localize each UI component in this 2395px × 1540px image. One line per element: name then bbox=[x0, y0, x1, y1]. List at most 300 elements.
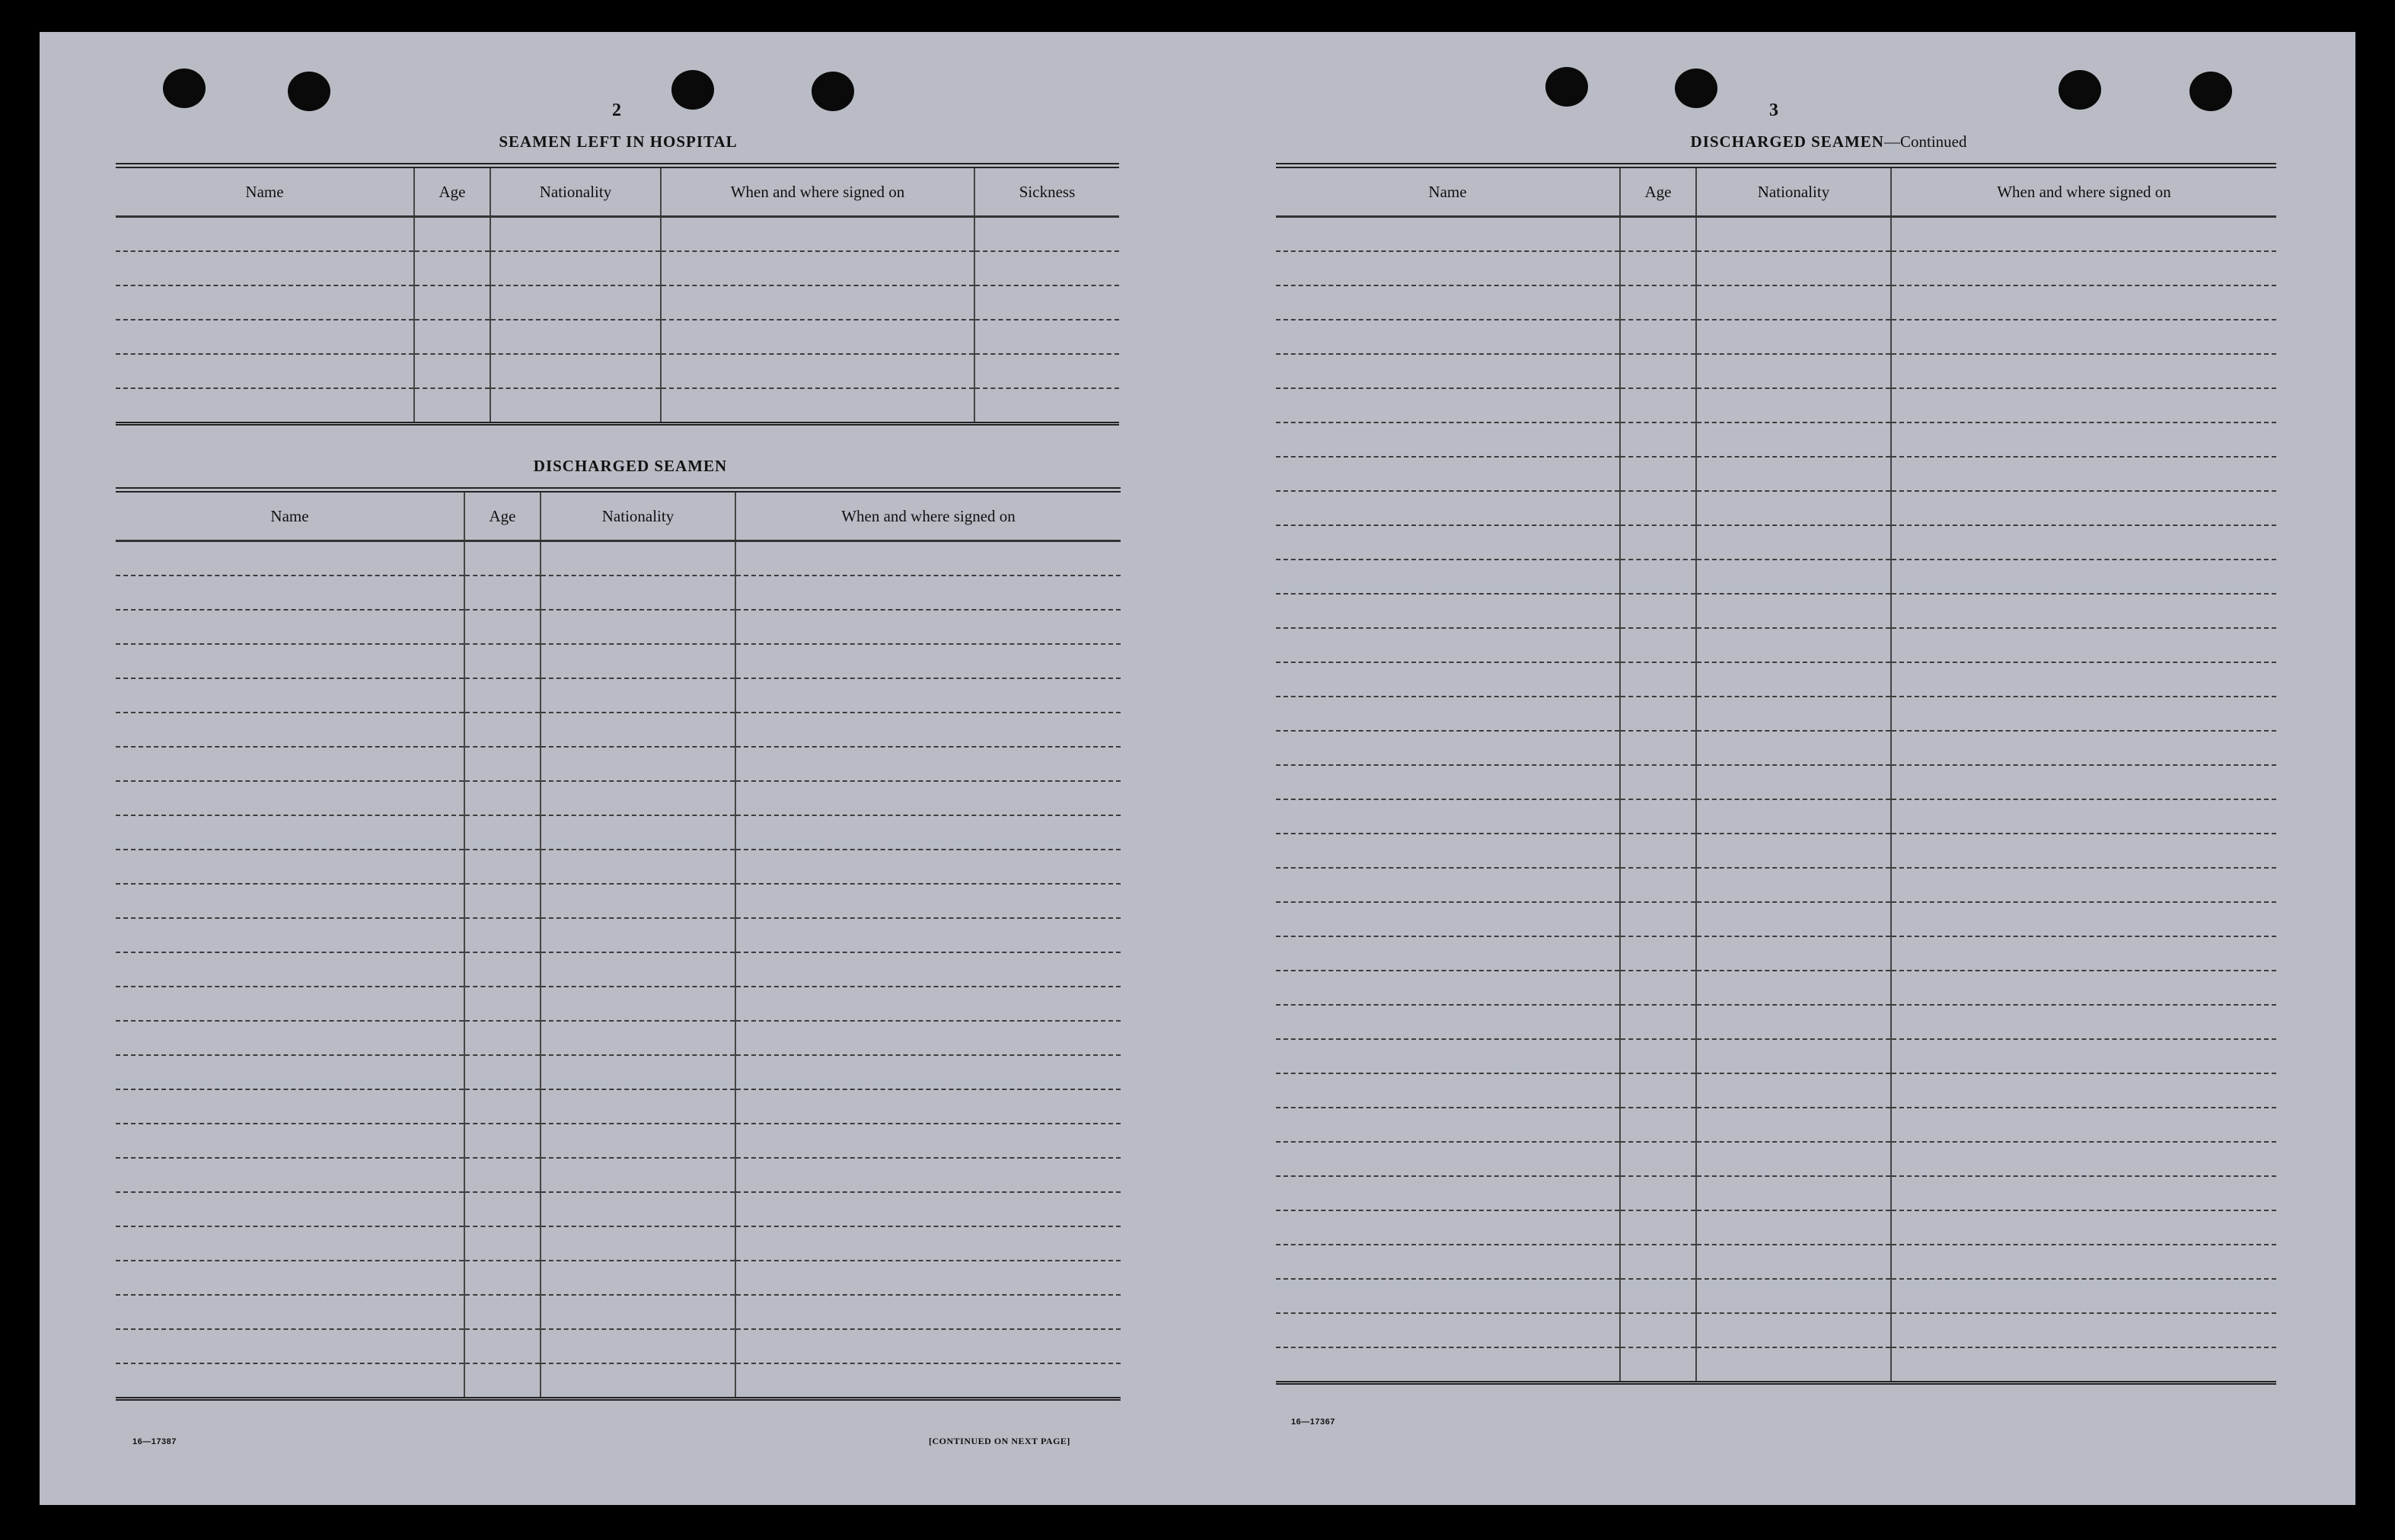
blank-cell bbox=[735, 1295, 1121, 1329]
blank-cell bbox=[541, 1089, 735, 1124]
table-row bbox=[116, 1192, 1121, 1226]
blank-cell bbox=[1620, 1039, 1696, 1073]
blank-cell bbox=[116, 678, 464, 713]
blank-cell bbox=[116, 1158, 464, 1192]
table-row bbox=[116, 1055, 1121, 1089]
table-row bbox=[116, 952, 1121, 987]
blank-cell bbox=[1276, 731, 1620, 765]
blank-cell bbox=[1620, 1176, 1696, 1210]
blank-cell bbox=[1276, 1210, 1620, 1245]
blank-cell bbox=[116, 1363, 464, 1399]
continued-note: [CONTINUED ON NEXT PAGE] bbox=[929, 1436, 1070, 1446]
table-row bbox=[1276, 560, 2276, 594]
blank-cell bbox=[1276, 799, 1620, 834]
blank-cell bbox=[1276, 1313, 1620, 1347]
blank-cell bbox=[1276, 285, 1620, 320]
column-header-name: Name bbox=[116, 490, 464, 541]
continued-title-main: DISCHARGED SEAMEN bbox=[1690, 132, 1884, 151]
table-row bbox=[116, 354, 1119, 388]
blank-cell bbox=[464, 1295, 541, 1329]
blank-cell bbox=[490, 320, 661, 354]
blank-cell bbox=[414, 320, 490, 354]
blank-cell bbox=[116, 541, 464, 576]
blank-cell bbox=[541, 987, 735, 1021]
blank-cell bbox=[464, 952, 541, 987]
blank-cell bbox=[1620, 1347, 1696, 1383]
blank-cell bbox=[1891, 628, 2276, 662]
blank-cell bbox=[1696, 799, 1891, 834]
blank-cell bbox=[1891, 697, 2276, 731]
blank-cell bbox=[541, 644, 735, 678]
blank-cell bbox=[464, 918, 541, 952]
table-row bbox=[1276, 491, 2276, 525]
blank-cell bbox=[1891, 285, 2276, 320]
table-row bbox=[1276, 1313, 2276, 1347]
blank-cell bbox=[1620, 560, 1696, 594]
table-row bbox=[116, 541, 1121, 576]
blank-cell bbox=[1696, 320, 1891, 354]
blank-cell bbox=[1620, 834, 1696, 868]
blank-cell bbox=[1620, 217, 1696, 252]
table-row bbox=[1276, 868, 2276, 902]
table-row bbox=[1276, 217, 2276, 252]
blank-cell bbox=[1891, 1210, 2276, 1245]
blank-cell bbox=[1276, 491, 1620, 525]
blank-cell bbox=[116, 1261, 464, 1295]
table-row bbox=[116, 285, 1119, 320]
blank-cell bbox=[735, 781, 1121, 815]
blank-cell bbox=[1696, 1347, 1891, 1383]
punch-hole bbox=[2189, 72, 2232, 111]
blank-cell bbox=[116, 1021, 464, 1055]
table-row bbox=[1276, 422, 2276, 457]
blank-cell bbox=[464, 1158, 541, 1192]
page-number-left: 2 bbox=[612, 100, 621, 120]
table-row bbox=[116, 1089, 1121, 1124]
blank-cell bbox=[1276, 1279, 1620, 1313]
column-header-age: Age bbox=[1620, 166, 1696, 217]
blank-cell bbox=[541, 1055, 735, 1089]
blank-cell bbox=[116, 1192, 464, 1226]
blank-cell bbox=[1696, 936, 1891, 971]
blank-cell bbox=[541, 884, 735, 918]
blank-cell bbox=[1620, 1279, 1696, 1313]
blank-cell bbox=[541, 541, 735, 576]
blank-cell bbox=[1276, 1176, 1620, 1210]
blank-cell bbox=[1696, 251, 1891, 285]
table-row bbox=[116, 1021, 1121, 1055]
table-body bbox=[1276, 217, 2276, 1383]
table-row bbox=[1276, 628, 2276, 662]
blank-cell bbox=[1620, 662, 1696, 697]
page-number-right: 3 bbox=[1769, 100, 1778, 120]
blank-cell bbox=[541, 576, 735, 610]
table-row bbox=[1276, 1142, 2276, 1176]
table-row bbox=[116, 1295, 1121, 1329]
blank-cell bbox=[116, 815, 464, 850]
table-row bbox=[1276, 1005, 2276, 1039]
blank-cell bbox=[1276, 765, 1620, 799]
table-row bbox=[116, 610, 1121, 644]
blank-cell bbox=[541, 781, 735, 815]
blank-cell bbox=[974, 354, 1119, 388]
blank-cell bbox=[735, 884, 1121, 918]
blank-cell bbox=[1891, 422, 2276, 457]
blank-cell bbox=[464, 541, 541, 576]
blank-cell bbox=[735, 713, 1121, 747]
blank-cell bbox=[1696, 731, 1891, 765]
blank-cell bbox=[1891, 1245, 2276, 1279]
document-sheet bbox=[40, 32, 2355, 1505]
blank-cell bbox=[1891, 936, 2276, 971]
blank-cell bbox=[1276, 1005, 1620, 1039]
blank-cell bbox=[464, 1363, 541, 1399]
blank-cell bbox=[1891, 217, 2276, 252]
continued-section-title bbox=[1691, 132, 1967, 151]
table-row bbox=[1276, 902, 2276, 936]
blank-cell bbox=[735, 1363, 1121, 1399]
column-header-signed-on: When and where signed on bbox=[735, 490, 1121, 541]
table-row bbox=[116, 850, 1121, 884]
blank-cell bbox=[1620, 491, 1696, 525]
blank-cell bbox=[1276, 1142, 1620, 1176]
blank-cell bbox=[1620, 936, 1696, 971]
table-row bbox=[116, 987, 1121, 1021]
punch-hole bbox=[1675, 69, 1717, 108]
table-row bbox=[116, 781, 1121, 815]
blank-cell bbox=[1891, 1142, 2276, 1176]
table-row bbox=[116, 644, 1121, 678]
blank-cell bbox=[735, 1261, 1121, 1295]
blank-cell bbox=[116, 1055, 464, 1089]
blank-cell bbox=[974, 251, 1119, 285]
blank-cell bbox=[1696, 1005, 1891, 1039]
blank-cell bbox=[1891, 731, 2276, 765]
table-row bbox=[116, 747, 1121, 781]
column-header-age: Age bbox=[414, 166, 490, 217]
blank-cell bbox=[116, 610, 464, 644]
table-row bbox=[1276, 1279, 2276, 1313]
blank-cell bbox=[464, 1021, 541, 1055]
blank-cell bbox=[1620, 251, 1696, 285]
blank-cell bbox=[1276, 525, 1620, 560]
blank-cell bbox=[541, 1329, 735, 1363]
table-row bbox=[1276, 1108, 2276, 1142]
table-row bbox=[116, 918, 1121, 952]
blank-cell bbox=[1891, 1279, 2276, 1313]
blank-cell bbox=[1891, 1313, 2276, 1347]
blank-cell bbox=[414, 388, 490, 424]
table-row bbox=[1276, 1073, 2276, 1108]
blank-cell bbox=[735, 747, 1121, 781]
blank-cell bbox=[735, 678, 1121, 713]
blank-cell bbox=[974, 320, 1119, 354]
blank-cell bbox=[1620, 971, 1696, 1005]
blank-cell bbox=[1696, 971, 1891, 1005]
blank-cell bbox=[735, 1329, 1121, 1363]
blank-cell bbox=[1620, 1210, 1696, 1245]
blank-cell bbox=[1696, 1142, 1891, 1176]
blank-cell bbox=[1276, 217, 1620, 252]
blank-cell bbox=[464, 815, 541, 850]
table-row bbox=[116, 251, 1119, 285]
blank-cell bbox=[1696, 628, 1891, 662]
blank-cell bbox=[1276, 1245, 1620, 1279]
blank-cell bbox=[116, 1089, 464, 1124]
blank-cell bbox=[541, 747, 735, 781]
blank-cell bbox=[490, 354, 661, 388]
blank-cell bbox=[116, 320, 414, 354]
blank-cell bbox=[1620, 799, 1696, 834]
blank-cell bbox=[1696, 662, 1891, 697]
table-row bbox=[1276, 662, 2276, 697]
blank-cell bbox=[1620, 731, 1696, 765]
blank-cell bbox=[116, 388, 414, 424]
blank-cell bbox=[464, 1226, 541, 1261]
table-row bbox=[1276, 834, 2276, 868]
table-header-row bbox=[116, 490, 1121, 541]
blank-cell bbox=[1696, 765, 1891, 799]
blank-cell bbox=[464, 781, 541, 815]
blank-cell bbox=[541, 678, 735, 713]
blank-cell bbox=[1276, 354, 1620, 388]
blank-cell bbox=[661, 354, 974, 388]
blank-cell bbox=[1891, 662, 2276, 697]
blank-cell bbox=[1696, 1039, 1891, 1073]
blank-cell bbox=[464, 713, 541, 747]
table-row bbox=[1276, 594, 2276, 628]
blank-cell bbox=[974, 285, 1119, 320]
blank-cell bbox=[1620, 628, 1696, 662]
blank-cell bbox=[116, 850, 464, 884]
blank-cell bbox=[1276, 662, 1620, 697]
punch-hole bbox=[163, 69, 206, 108]
table-row bbox=[116, 1124, 1121, 1158]
blank-cell bbox=[661, 320, 974, 354]
table-row bbox=[116, 1226, 1121, 1261]
blank-cell bbox=[1891, 868, 2276, 902]
table-row bbox=[116, 815, 1121, 850]
blank-cell bbox=[464, 747, 541, 781]
blank-cell bbox=[541, 1226, 735, 1261]
blank-cell bbox=[464, 644, 541, 678]
table-row bbox=[1276, 1347, 2276, 1383]
blank-cell bbox=[1620, 1108, 1696, 1142]
blank-cell bbox=[1620, 902, 1696, 936]
blank-cell bbox=[974, 217, 1119, 252]
table-body bbox=[116, 217, 1119, 424]
punch-hole bbox=[2059, 70, 2101, 110]
table-row bbox=[1276, 354, 2276, 388]
blank-cell bbox=[414, 251, 490, 285]
blank-cell bbox=[116, 576, 464, 610]
table-row bbox=[116, 388, 1119, 424]
hospital-section-title: SEAMEN LEFT IN HOSPITAL bbox=[499, 132, 738, 151]
blank-cell bbox=[1620, 868, 1696, 902]
blank-cell bbox=[735, 1158, 1121, 1192]
table-row bbox=[1276, 525, 2276, 560]
blank-cell bbox=[1891, 1108, 2276, 1142]
blank-cell bbox=[1891, 834, 2276, 868]
table-row bbox=[1276, 320, 2276, 354]
blank-cell bbox=[116, 781, 464, 815]
blank-cell bbox=[116, 1124, 464, 1158]
blank-cell bbox=[541, 1261, 735, 1295]
blank-cell bbox=[735, 815, 1121, 850]
blank-cell bbox=[1696, 525, 1891, 560]
blank-cell bbox=[1891, 525, 2276, 560]
blank-cell bbox=[116, 952, 464, 987]
blank-cell bbox=[464, 850, 541, 884]
blank-cell bbox=[1620, 422, 1696, 457]
blank-cell bbox=[1620, 320, 1696, 354]
blank-cell bbox=[1276, 422, 1620, 457]
continued-title-suffix: —Continued bbox=[1883, 132, 1967, 151]
blank-cell bbox=[1891, 1005, 2276, 1039]
blank-cell bbox=[661, 285, 974, 320]
blank-cell bbox=[735, 1226, 1121, 1261]
blank-cell bbox=[116, 987, 464, 1021]
blank-cell bbox=[1891, 594, 2276, 628]
blank-cell bbox=[1891, 320, 2276, 354]
blank-cell bbox=[116, 1226, 464, 1261]
table-row bbox=[1276, 731, 2276, 765]
hospital-table bbox=[116, 163, 1119, 426]
table-row bbox=[116, 217, 1119, 252]
blank-cell bbox=[1620, 1005, 1696, 1039]
blank-cell bbox=[541, 918, 735, 952]
blank-cell bbox=[1276, 251, 1620, 285]
blank-cell bbox=[116, 217, 414, 252]
discharged-table bbox=[116, 487, 1121, 1401]
blank-cell bbox=[974, 388, 1119, 424]
table-row bbox=[116, 884, 1121, 918]
column-header-name: Name bbox=[1276, 166, 1620, 217]
blank-cell bbox=[1276, 1073, 1620, 1108]
blank-cell bbox=[661, 388, 974, 424]
column-header-signed-on: When and where signed on bbox=[1891, 166, 2276, 217]
punch-hole bbox=[812, 72, 854, 111]
discharged-section-title: DISCHARGED SEAMEN bbox=[533, 457, 728, 475]
column-header-sickness: Sickness bbox=[974, 166, 1119, 217]
blank-cell bbox=[1696, 1108, 1891, 1142]
blank-cell bbox=[1696, 354, 1891, 388]
blank-cell bbox=[1696, 1210, 1891, 1245]
blank-cell bbox=[1696, 1073, 1891, 1108]
blank-cell bbox=[116, 354, 414, 388]
blank-cell bbox=[735, 1055, 1121, 1089]
table-row bbox=[1276, 936, 2276, 971]
blank-cell bbox=[735, 610, 1121, 644]
blank-cell bbox=[1276, 1108, 1620, 1142]
blank-cell bbox=[735, 1124, 1121, 1158]
blank-cell bbox=[116, 251, 414, 285]
blank-cell bbox=[414, 217, 490, 252]
blank-cell bbox=[541, 1295, 735, 1329]
blank-cell bbox=[1891, 491, 2276, 525]
blank-cell bbox=[1620, 765, 1696, 799]
blank-cell bbox=[464, 1124, 541, 1158]
blank-cell bbox=[1276, 628, 1620, 662]
table-row bbox=[1276, 1039, 2276, 1073]
blank-cell bbox=[1891, 388, 2276, 422]
blank-cell bbox=[1620, 1313, 1696, 1347]
blank-cell bbox=[414, 354, 490, 388]
blank-cell bbox=[735, 1192, 1121, 1226]
blank-cell bbox=[1696, 594, 1891, 628]
blank-cell bbox=[735, 1021, 1121, 1055]
blank-cell bbox=[1276, 1039, 1620, 1073]
blank-cell bbox=[1276, 834, 1620, 868]
table-row bbox=[1276, 251, 2276, 285]
blank-cell bbox=[1696, 1313, 1891, 1347]
blank-cell bbox=[1276, 320, 1620, 354]
blank-cell bbox=[1696, 1279, 1891, 1313]
blank-cell bbox=[1696, 388, 1891, 422]
blank-cell bbox=[541, 610, 735, 644]
table-row bbox=[116, 1329, 1121, 1363]
blank-cell bbox=[1620, 697, 1696, 731]
blank-cell bbox=[1696, 457, 1891, 491]
table-row bbox=[116, 320, 1119, 354]
table-row bbox=[1276, 971, 2276, 1005]
table-row bbox=[1276, 799, 2276, 834]
blank-cell bbox=[464, 678, 541, 713]
blank-cell bbox=[735, 576, 1121, 610]
blank-cell bbox=[1696, 1245, 1891, 1279]
blank-cell bbox=[735, 1089, 1121, 1124]
blank-cell bbox=[1620, 388, 1696, 422]
column-header-nationality: Nationality bbox=[490, 166, 661, 217]
blank-cell bbox=[490, 251, 661, 285]
table-row bbox=[116, 1158, 1121, 1192]
table-row bbox=[1276, 1176, 2276, 1210]
blank-cell bbox=[735, 918, 1121, 952]
blank-cell bbox=[1696, 422, 1891, 457]
blank-cell bbox=[464, 1192, 541, 1226]
blank-cell bbox=[1276, 594, 1620, 628]
blank-cell bbox=[464, 1329, 541, 1363]
blank-cell bbox=[1696, 217, 1891, 252]
blank-cell bbox=[464, 576, 541, 610]
blank-cell bbox=[1891, 251, 2276, 285]
blank-cell bbox=[1276, 560, 1620, 594]
blank-cell bbox=[735, 952, 1121, 987]
blank-cell bbox=[1696, 834, 1891, 868]
blank-cell bbox=[464, 610, 541, 644]
blank-cell bbox=[541, 1363, 735, 1399]
blank-cell bbox=[1696, 491, 1891, 525]
table-row bbox=[116, 576, 1121, 610]
blank-cell bbox=[1276, 388, 1620, 422]
table-header-row bbox=[116, 166, 1119, 217]
column-header-age: Age bbox=[464, 490, 541, 541]
blank-cell bbox=[1891, 560, 2276, 594]
continued-discharged-table bbox=[1276, 163, 2276, 1385]
blank-cell bbox=[464, 1089, 541, 1124]
table-row bbox=[116, 713, 1121, 747]
punch-hole bbox=[1545, 67, 1588, 107]
table-row bbox=[116, 1261, 1121, 1295]
blank-cell bbox=[541, 1158, 735, 1192]
blank-cell bbox=[1696, 902, 1891, 936]
blank-cell bbox=[735, 850, 1121, 884]
blank-cell bbox=[541, 713, 735, 747]
table-row bbox=[1276, 697, 2276, 731]
blank-cell bbox=[1891, 971, 2276, 1005]
table-row bbox=[1276, 765, 2276, 799]
blank-cell bbox=[1276, 697, 1620, 731]
